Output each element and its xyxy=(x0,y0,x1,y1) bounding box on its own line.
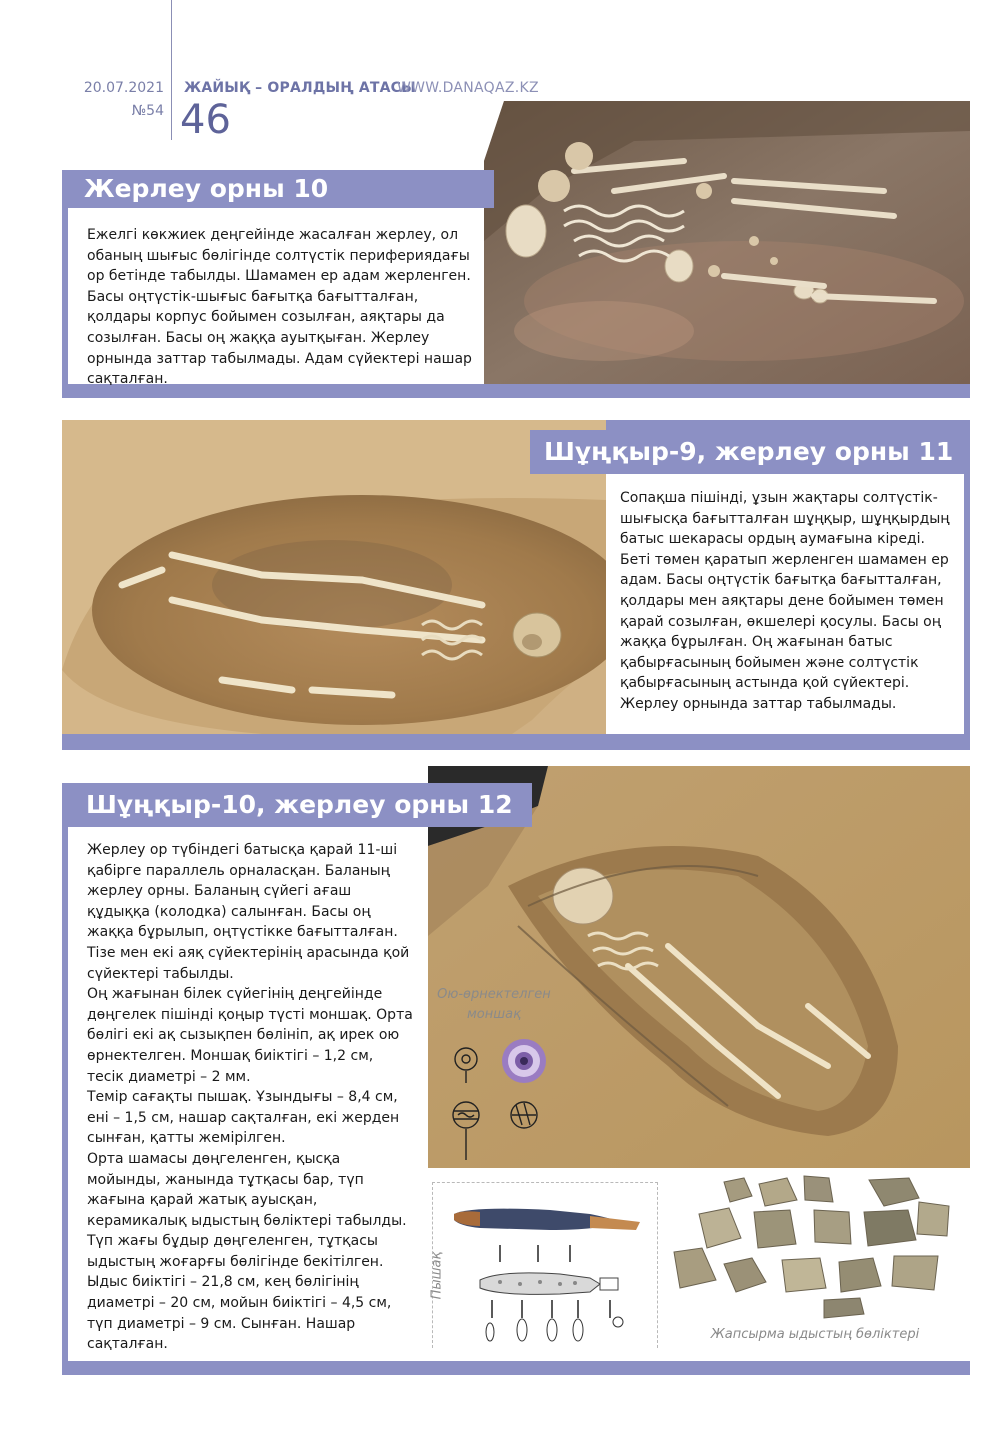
burial10-text: Ежелгі көкжиек деңгейінде жасалған жерлеу, ол обаның шығыс бөлігінде солтүстік перифериядағы ор бетінде табылды. Шамамен ер адам жерленген. Басы оңтүстік-шығыс бағытқа бағытталған, қолдары корпус бойымен созылған, аяқтары да созылған. Басы оң жаққа ауытқыған. Жерлеу орнында заттар табылмады. Адам сүйектері нашар сақталған. xyxy=(87,227,472,388)
sherds-caption: Жапсырма ыдыстың бөліктері xyxy=(710,1327,920,1342)
website-link[interactable]: WWW.DANAQAZ.KZ xyxy=(397,80,539,96)
bead-caption: Ою-өрнектелген моншақ xyxy=(437,987,551,1022)
burial11-text: Сопақша пішінді, ұзын жақтары солтүстік-шығысқа бағытталған шұңқыр, шұңқырдың батыс шекарасы ордың аумағына кіреді. Беті төмен қаратып жерленген шамамен ер адам. Басы оңтүстік бағытқа бағытталған, қолдары мен аяқтары дене бойымен төмен қарай созылған, өкшелері қосулы. Басы оң жаққа бұрылған. Оң жағынан батыс қабырғасының бойымен және солтүстік қабырғасының астында қой сүйектері. Жерлеу орнында заттар табылмады. xyxy=(620,490,950,712)
burial12-paragraph-4: Орта шамасы дөңгеленген, қысқа мойынды, жанында тұтқасы бар, түп жағына қарай жатық ауысқан, керамикалық ыдыстың бөліктері табылды. Түп жағы бұдыр дөңгеленген, тұтқасы ыдыстың жоғарғы бөлігінде бекітілген. Ыдыс биіктігі – 21,8 см, кең бөлігінің диаметрі – 20 см, мойын биіктігі – 4,5 см, түп диаметрі – 9 см. Сынған. Нашар сақталған. xyxy=(87,1150,407,1353)
burial12-paragraph-2: Оң жағынан білек сүйегінің деңгейінде дөңгелек пішінді қоңыр түсті моншақ. Орта бөлігі екі ақ сызықпен бөлініп, ақ ирек ою өрнектелген. Моншақ биіктігі – 1,2 см, тесік диаметрі – 2 мм. xyxy=(87,986,413,1085)
bead-drawings xyxy=(446,1035,556,1165)
header-divider xyxy=(171,0,172,140)
burial10-title-text: Жерлеу орны 10 xyxy=(84,174,329,203)
burial12-title-text: Шұңқыр-10, жерлеу орны 12 xyxy=(86,790,513,819)
burial12-paragraph-3: Темір сағақты пышақ. Ұзындығы – 8,4 см, ені – 1,5 см, нашар сақталған, екі жерден сынған, қатты жемірілген. xyxy=(87,1089,400,1147)
knife-drawings xyxy=(450,1200,650,1350)
section-title: ЖАЙЫҚ – ОРАЛДЫҢ АТАСЫ xyxy=(184,80,416,96)
burial10-title xyxy=(62,170,494,208)
knife-caption: Пышақ xyxy=(429,1251,445,1300)
page-number: 46 xyxy=(180,97,231,143)
burial11-title xyxy=(530,430,970,474)
burial12-text xyxy=(87,840,413,1355)
burial11-title-text: Шұңқыр-9, жерлеу орны 11 xyxy=(544,437,954,466)
burial12-paragraph-1: Жерлеу ор түбіндегі батысқа қарай 11-ші қабірге параллель орналасқан. Баланың жерлеу орны. Баланың сүйегі ағаш құдыққа (колодка) салынған. Басы оң жаққа бұрылып, оңтүстікке бағытталған. Тізе мен екі аяқ сүйектерінің арасында қой сүйектері табылды. xyxy=(87,842,410,982)
issue-number: №54 xyxy=(131,103,164,119)
burial10-photo xyxy=(484,101,970,384)
burial11-photo xyxy=(62,420,606,734)
pottery-sherds-image xyxy=(664,1172,964,1322)
issue-date: 20.07.2021 xyxy=(83,80,164,96)
burial12-title xyxy=(62,783,532,827)
